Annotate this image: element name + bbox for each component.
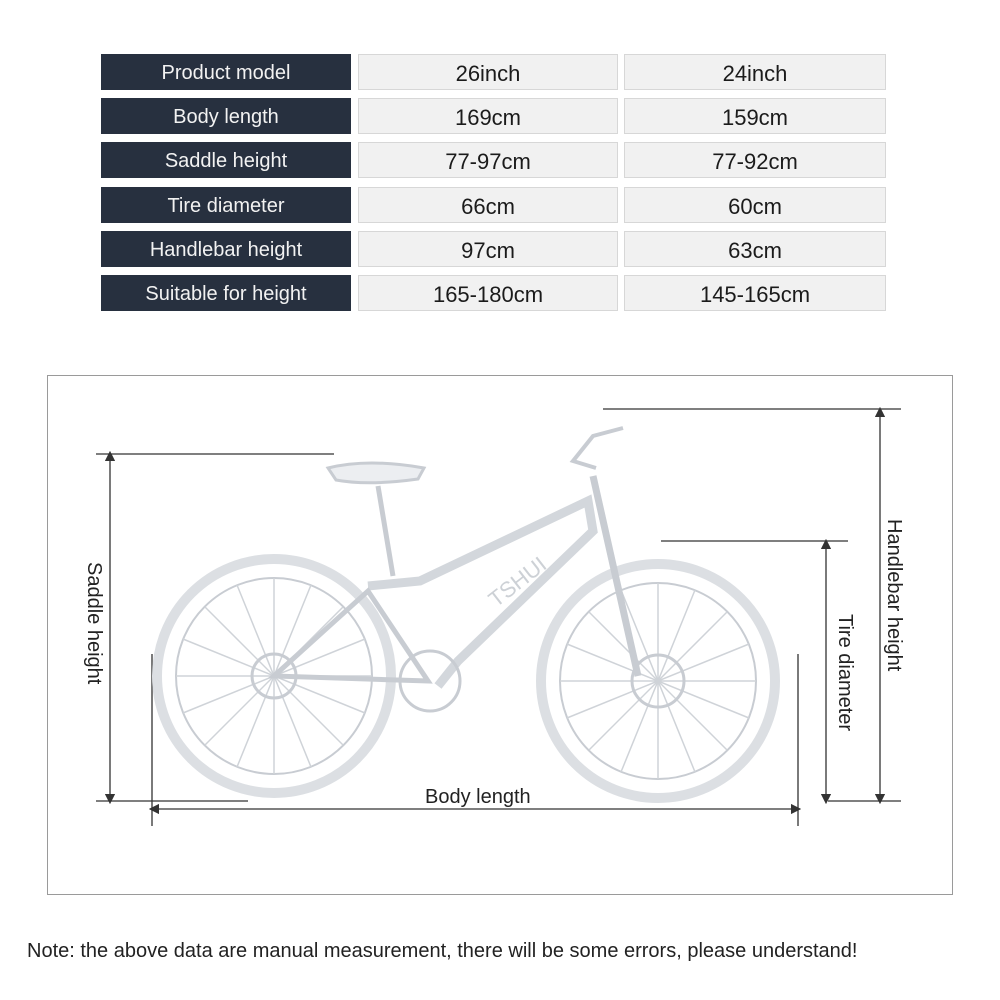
saddle-height-label: Saddle height xyxy=(83,562,105,685)
value-24inch: 145-165cm xyxy=(624,275,886,311)
table-row xyxy=(101,98,887,134)
value-24inch: 63cm xyxy=(624,231,886,267)
value-24inch: 24inch xyxy=(624,54,886,90)
value-26inch: 26inch xyxy=(358,54,618,90)
bike-illustration xyxy=(48,376,954,896)
value-24inch: 60cm xyxy=(624,187,886,223)
value-26inch: 66cm xyxy=(358,187,618,223)
row-label: Saddle height xyxy=(101,142,351,178)
bicycle xyxy=(157,428,775,798)
table-row xyxy=(101,54,887,90)
measurement-note: Note: the above data are manual measurement, there will be some errors, please understand! xyxy=(27,940,858,962)
value-26inch: 77-97cm xyxy=(358,142,618,178)
row-label: Handlebar height xyxy=(101,231,351,267)
value-26inch: 169cm xyxy=(358,98,618,134)
value-24inch: 159cm xyxy=(624,98,886,134)
handlebar-height-label: Handlebar height xyxy=(883,519,905,672)
tire-diameter-label: Tire diameter xyxy=(834,614,856,732)
table-row xyxy=(101,231,887,267)
table-row xyxy=(101,187,887,223)
row-label: Product model xyxy=(101,54,351,90)
row-label: Suitable for height xyxy=(101,275,351,311)
table-row xyxy=(101,142,887,178)
bike-dimension-diagram xyxy=(47,375,953,895)
table-row xyxy=(101,275,887,311)
value-26inch: 165-180cm xyxy=(358,275,618,311)
size-spec-table xyxy=(101,54,887,319)
body-length-label: Body length xyxy=(425,786,531,808)
row-label: Body length xyxy=(101,98,351,134)
row-label: Tire diameter xyxy=(101,187,351,223)
frame-brand-text: TSHUI xyxy=(483,551,552,612)
value-26inch: 97cm xyxy=(358,231,618,267)
value-24inch: 77-92cm xyxy=(624,142,886,178)
